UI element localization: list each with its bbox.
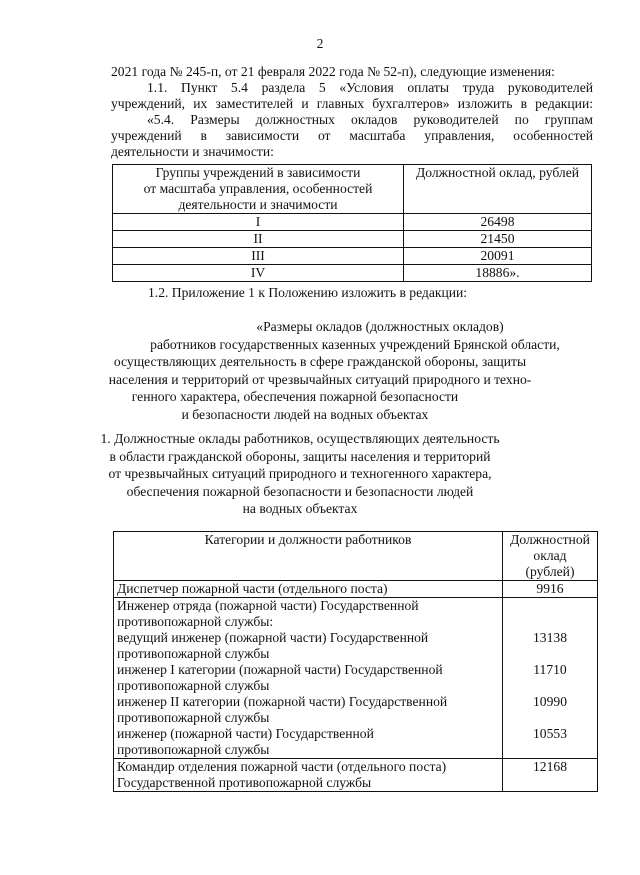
position-text: противопожарной службы — [117, 742, 270, 757]
header-text: оклад — [533, 548, 567, 563]
salary-cell: 12168 — [503, 759, 598, 792]
table-header-row — [113, 165, 592, 214]
position-text: противопожарной службы: — [117, 614, 274, 629]
table-row — [113, 265, 592, 282]
position-text: Инженер отряда (пожарной части) Государственной — [117, 598, 419, 613]
table-header-row — [114, 532, 598, 581]
salary-value: 10990 — [533, 694, 567, 709]
salary-cell: 26498 — [404, 214, 592, 231]
table-row — [113, 214, 592, 231]
group-cell: IV — [113, 265, 404, 282]
paragraph-1-1-line: 1.1. Пункт 5.4 раздела 5 «Условия оплаты труда руководителей — [147, 80, 593, 95]
appendix-title-line: и безопасности людей на водных объектах — [181, 406, 429, 422]
section-title-line: в области гражданской обороны, защиты населения и территорий — [109, 448, 491, 464]
salary-cell: 18886». — [404, 265, 592, 282]
appendix-title-line: осуществляющих деятельность в сфере гражданской обороны, защиты — [113, 354, 527, 369]
table-row — [114, 598, 598, 759]
paragraph-1-1-line: учреждений, их заместителей и главных бухгалтеров» изложить в редакции: — [111, 96, 593, 111]
table-row — [113, 231, 592, 248]
position-cell — [114, 759, 503, 792]
salary-cell: 20091 — [404, 248, 592, 265]
group-cell: II — [113, 231, 404, 248]
table-header-cell: Должностной оклад, рублей — [404, 165, 592, 214]
appendix-title-line: генного характера, обеспечения пожарной безопасности — [131, 389, 459, 404]
paragraph-5-4-line: «5.4. Размеры должностных окладов руководителей по группам — [147, 112, 593, 127]
intro-block — [111, 64, 593, 160]
position-text: инженер (пожарной части) Государственной — [117, 726, 374, 741]
position-text: противопожарной службы — [117, 678, 270, 693]
position-cell: Диспетчер пожарной части (отдельного поста) — [114, 581, 503, 598]
position-text: Государственной противопожарной службы — [117, 775, 372, 790]
paragraph-5-4-line: деятельности и значимости: — [111, 144, 274, 159]
position-text: противопожарной службы — [117, 710, 270, 725]
header-text: Группы учреждений в зависимости — [155, 165, 361, 180]
section-title-line: 1. Должностные оклады работников, осуществляющих деятельность — [100, 431, 500, 446]
position-text: инженер I категории (пожарной части) Государственной — [117, 662, 443, 677]
group-cell: III — [113, 248, 404, 265]
positions-salary-table — [113, 531, 598, 792]
table-row — [114, 759, 598, 792]
header-text: от масштаба управления, особенностей — [143, 181, 373, 196]
appendix-title-line: работников государственных казенных учреждений Брянской области, — [150, 336, 560, 352]
position-text: противопожарной службы — [117, 646, 270, 661]
page-number: 2 — [316, 36, 324, 51]
appendix-title-line: «Размеры окладов (должностных окладов) — [256, 319, 504, 334]
salary-value: 11710 — [533, 662, 567, 677]
section-title-line: на водных объектах — [242, 501, 358, 516]
paragraph-5-4-line: учреждений в зависимости от масштаба управления, особенностей — [111, 128, 593, 143]
section-1-title — [0, 430, 640, 518]
salary-value: 10553 — [533, 726, 567, 741]
salary-value: 13138 — [533, 630, 567, 645]
intro-line: 2021 года № 245-п, от 21 февраля 2022 года № 52-п), следующие изменения: — [111, 64, 555, 79]
salary-cell: 9916 — [503, 581, 598, 598]
group-cell: I — [113, 214, 404, 231]
table-header-cell — [113, 165, 404, 214]
salary-cell — [503, 598, 598, 759]
salary-cell: 21450 — [404, 231, 592, 248]
position-text: инженер II категории (пожарной части) Государственной — [117, 694, 448, 709]
table-row — [114, 581, 598, 598]
position-cell — [114, 598, 503, 759]
table-header-cell: Категории и должности работников — [114, 532, 503, 581]
position-text: Командир отделения пожарной части (отдельного поста) — [117, 759, 447, 774]
appendix-title — [0, 318, 640, 423]
table-row — [113, 248, 592, 265]
section-title-line: обеспечения пожарной безопасности и безопасности людей — [126, 483, 474, 499]
header-text: деятельности и значимости — [178, 197, 338, 212]
position-text: ведущий инженер (пожарной части) Государственной — [117, 630, 429, 645]
table-header-cell — [503, 532, 598, 581]
header-text: Должностной — [510, 532, 590, 547]
header-text: (рублей) — [525, 564, 575, 579]
appendix-title-line: населения и территорий от чрезвычайных ситуаций природного и техно- — [108, 371, 532, 387]
section-title-line: от чрезвычайных ситуаций природного и техногенного характера, — [108, 466, 492, 481]
salary-groups-table — [112, 164, 592, 282]
paragraph-1-2: 1.2. Приложение 1 к Положению изложить в редакции: — [148, 285, 468, 300]
